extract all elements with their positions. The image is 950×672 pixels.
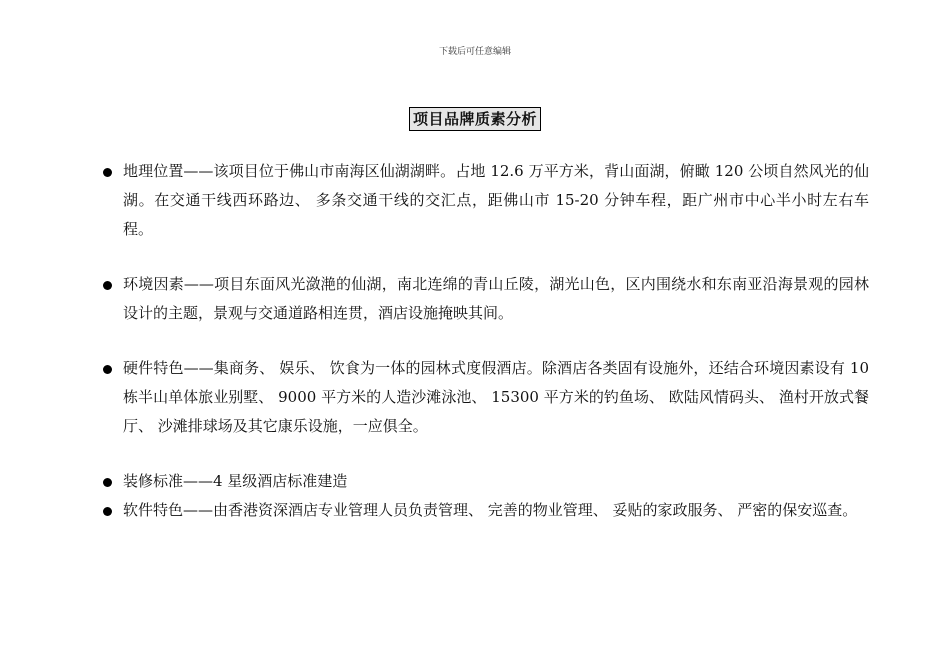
document-title: 项目品牌质素分析 — [409, 107, 541, 131]
bullet-text: 软件特色——由香港资深酒店专业管理人员负责管理、 完善的物业管理、 妥贴的家政服务、 严密的保安巡查。 — [123, 501, 858, 519]
bullet-item-location — [103, 157, 869, 244]
bullet-text: 地理位置——该项目位于佛山市南海区仙湖湖畔。占地 12.6 万平方米，背山面湖，俯瞰 120 公顷自然风光的仙湖。在交通干线西环路边、 多条交通干线的交汇点，距佛山市 15-20 分钟车程，距广州市中心半小时左右车程。 — [123, 162, 869, 238]
header-note: 下载后可任意编辑 — [438, 47, 511, 57]
title-container — [0, 107, 950, 131]
bullet-dot-icon — [103, 478, 112, 487]
bullet-dot-icon — [103, 507, 112, 516]
bullet-text: 装修标准——4 星级酒店标准建造 — [123, 472, 348, 490]
bullet-dot-icon — [103, 365, 112, 374]
bullet-text: 环境因素——项目东面风光潋滟的仙湖，南北连绵的青山丘陵，湖光山色，区内围绕水和东南亚沿海景观的园林设计的主题，景观与交通道路相连贯，酒店设施掩映其间。 — [123, 275, 869, 322]
bullet-dot-icon — [103, 281, 112, 290]
bullet-text: 硬件特色——集商务、 娱乐、 饮食为一体的园林式度假酒店。除酒店各类固有设施外，还结合环境因素设有 10 栋半山单体旅业别墅、 9000 平方米的人造沙滩泳池、 15300 平方米的钓鱼场、 欧陆风情码头、 渔村开放式餐厅、 沙滩排球场及其它康乐设施，一应俱全。 — [123, 359, 869, 435]
bullet-item-decoration — [103, 467, 869, 496]
bullet-item-hardware — [103, 354, 869, 441]
bullet-item-software — [103, 496, 869, 525]
bullet-dot-icon — [103, 168, 112, 177]
bullet-list — [103, 157, 869, 525]
bullet-item-environment — [103, 270, 869, 328]
